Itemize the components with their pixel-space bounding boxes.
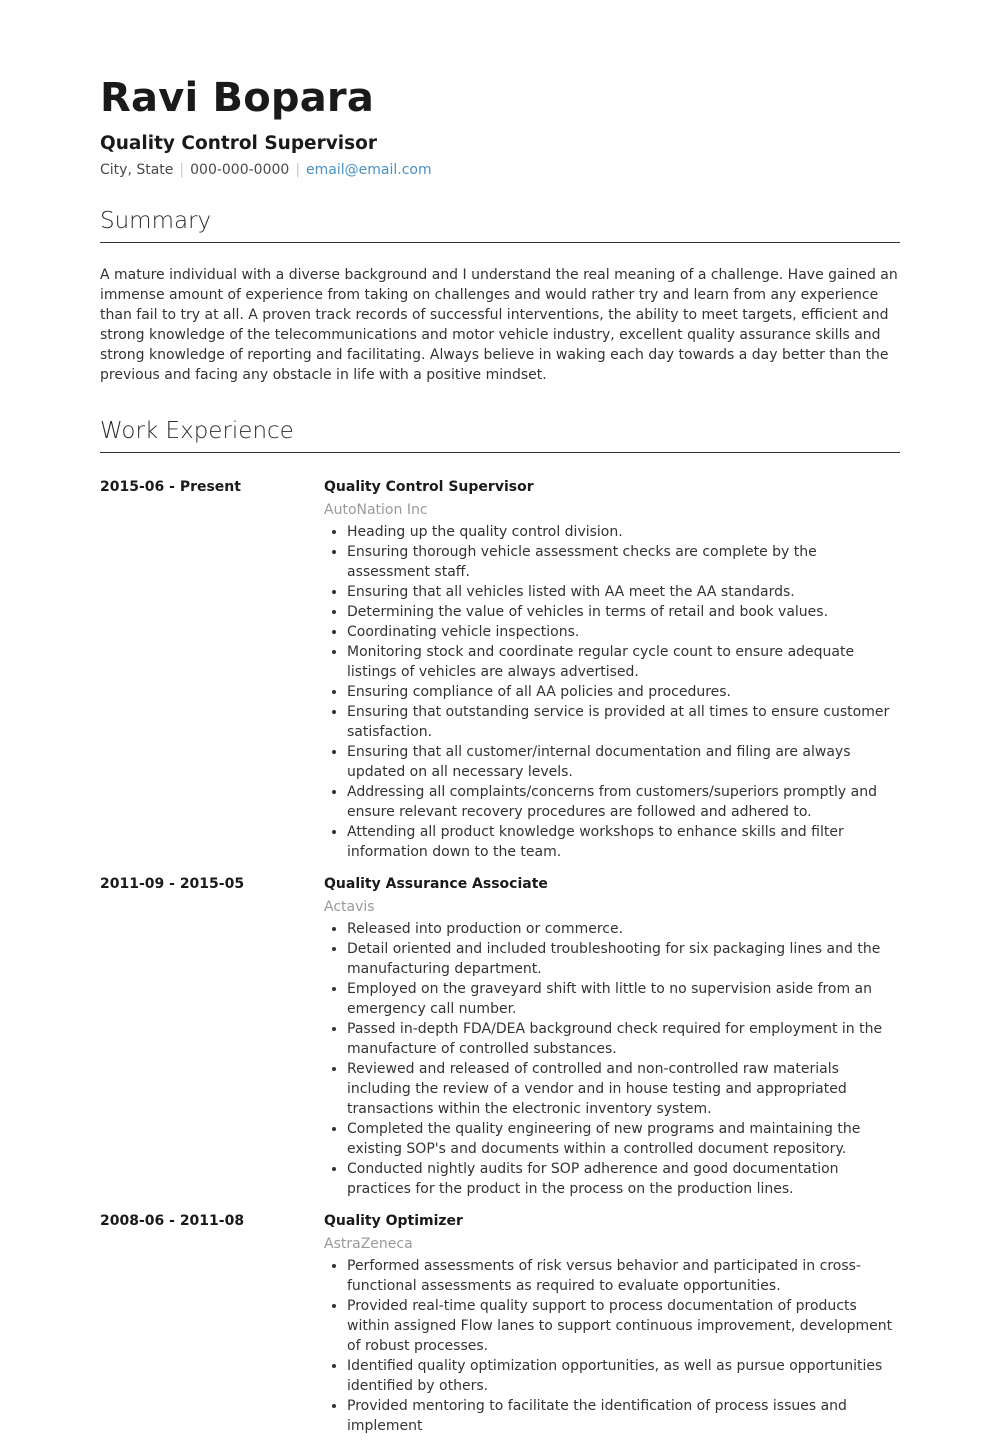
- job-bullet-list: [324, 919, 900, 1199]
- job-company: AstraZeneca: [324, 1236, 413, 1252]
- job-bullet: • Ensuring that all vehicles listed with AA meet the AA standards.: [347, 582, 900, 602]
- job-entry: [100, 476, 900, 862]
- candidate-name: Ravi Bopara: [100, 75, 375, 121]
- job-bullet: • Conducted nightly audits for SOP adherence and good documentation practices for the product in the process on the production lines.: [347, 1159, 900, 1199]
- job-bullet: • Identified quality optimization opportunities, as well as pursue opportunities identified by others.: [347, 1356, 900, 1396]
- job-bullet: • Employed on the graveyard shift with little to no supervision aside from an emergency call number.: [347, 979, 900, 1019]
- job-bullet-list: [324, 522, 900, 862]
- summary-text: A mature individual with a diverse background and I understand the real meaning of a challenge. Have gained an immense amount of experience from taking on challenges and would rather try and learn from any experience than fail to try at all. A proven track records of successful interventions, the ability to meet targets, efficient and strong knowledge of the telecommunications and motor vehicle industry, excellent quality assurance skills and strong knowledge of reporting and facilitating. Always believe in waking each day towards a day better than the previous and facing any obstacle in life with a positive mindset.: [100, 267, 898, 383]
- job-bullet: • Attending all product knowledge workshops to enhance skills and filter information down to the team.: [347, 822, 900, 862]
- job-company: AutoNation Inc: [324, 502, 428, 518]
- job-details: [324, 476, 900, 862]
- job-dates: 2008-06 - 2011-08: [100, 1213, 245, 1229]
- job-entry: [100, 1210, 900, 1436]
- job-bullet: • Heading up the quality control division.: [347, 522, 900, 542]
- job-bullet: • Released into production or commerce.: [347, 919, 900, 939]
- jobs-list: [100, 476, 900, 1436]
- email-link[interactable]: email@email.com: [306, 162, 432, 178]
- job-bullet: • Provided mentoring to facilitate the identification of process issues and implement: [347, 1396, 900, 1436]
- job-dates: 2015-06 - Present: [100, 479, 241, 495]
- job-bullet: • Ensuring that all customer/internal documentation and filing are always updated on all necessary levels.: [347, 742, 900, 782]
- job-bullet: • Ensuring compliance of all AA policies and procedures.: [347, 682, 900, 702]
- contact-line: [100, 160, 900, 180]
- job-bullet: • Detail oriented and included troubleshooting for six packaging lines and the manufacturing department.: [347, 939, 900, 979]
- location-text: City, State: [100, 162, 174, 178]
- job-bullet: • Determining the value of vehicles in terms of retail and book values.: [347, 602, 900, 622]
- phone-text: 000-000-0000: [190, 162, 290, 178]
- job-bullet: • Completed the quality engineering of new programs and maintaining the existing SOP's and documents within a controlled document repository.: [347, 1119, 900, 1159]
- job-bullet: • Ensuring thorough vehicle assessment checks are complete by the assessment staff.: [347, 542, 900, 582]
- job-bullet: • Ensuring that outstanding service is provided at all times to ensure customer satisfaction.: [347, 702, 900, 742]
- job-role: Quality Assurance Associate: [324, 876, 548, 892]
- job-bullet: • Reviewed and released of controlled and non-controlled raw materials including the review of a vendor and in house testing and appropriated transactions within the electronic inventory system.: [347, 1059, 900, 1119]
- summary-heading: Summary: [100, 206, 900, 243]
- job-company: Actavis: [324, 899, 375, 915]
- job-details: [324, 1210, 900, 1436]
- job-bullet-list: [324, 1256, 900, 1436]
- candidate-title: Quality Control Supervisor: [100, 133, 377, 154]
- work-experience-section: [100, 416, 900, 1436]
- job-bullet: • Monitoring stock and coordinate regular cycle count to ensure adequate listings of vehicles are always advertised.: [347, 642, 900, 682]
- work-experience-heading: Work Experience: [100, 416, 900, 453]
- job-bullet: • Addressing all complaints/concerns from customers/superiors promptly and ensure relevant recovery procedures are followed and adhered to.: [347, 782, 900, 822]
- job-bullet: • Passed in-depth FDA/DEA background check required for employment in the manufacture of controlled substances.: [347, 1019, 900, 1059]
- job-entry: [100, 873, 900, 1199]
- contact-separator: |: [295, 162, 301, 178]
- contact-separator: |: [179, 162, 185, 178]
- job-role: Quality Control Supervisor: [324, 479, 534, 495]
- job-details: [324, 873, 900, 1199]
- job-bullet: • Provided real-time quality support to process documentation of products within assigned Flow lanes to support continuous improvement, development of robust processes.: [347, 1296, 900, 1356]
- job-role: Quality Optimizer: [324, 1213, 463, 1229]
- summary-section: [100, 206, 900, 385]
- job-bullet: • Coordinating vehicle inspections.: [347, 622, 900, 642]
- job-dates: 2011-09 - 2015-05: [100, 876, 245, 892]
- job-bullet: • Performed assessments of risk versus behavior and participated in cross-functional assessments as required to evaluate opportunities.: [347, 1256, 900, 1296]
- resume-page: [100, 70, 900, 1447]
